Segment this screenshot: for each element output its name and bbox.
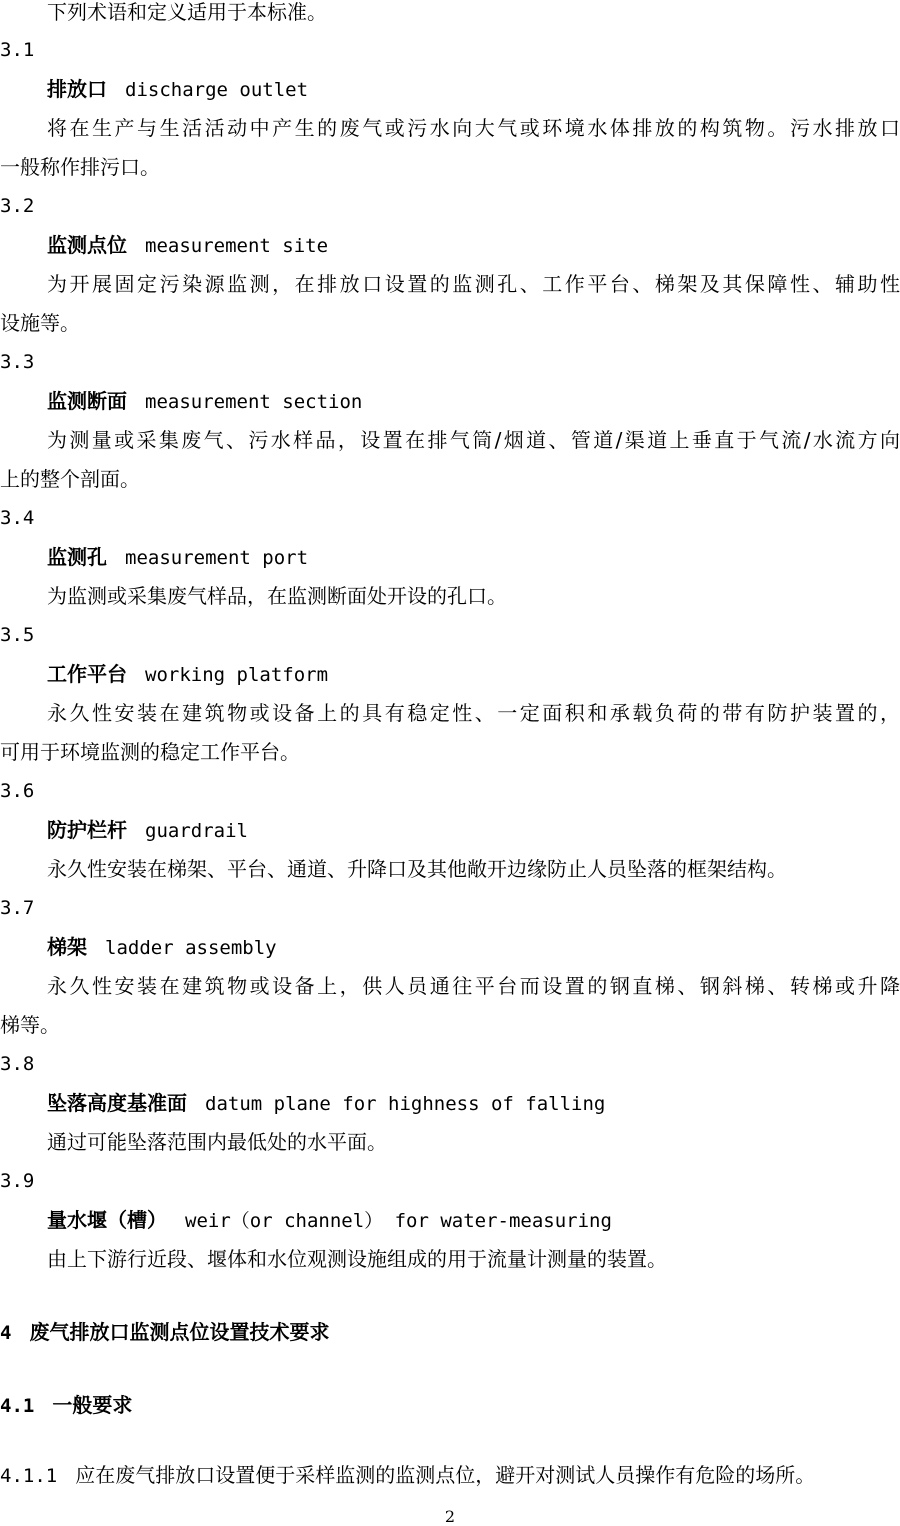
term-en: ladder assembly xyxy=(105,937,277,959)
term-heading xyxy=(47,1089,900,1117)
clause-number: 4.1.1 xyxy=(0,1465,58,1487)
term-definition: 永久性安装在建筑物或设备上，供人员通往平台而设置的钢直梯、钢斜梯、转梯或升降 xyxy=(47,974,900,998)
term-definition: 将在生产与生活活动中产生的废气或污水向大气或环境水体排放的构筑物。污水排放口 xyxy=(47,116,900,140)
term-en: working platform xyxy=(145,664,329,686)
term-zh: 梯架 xyxy=(47,935,87,959)
term-heading xyxy=(47,75,900,103)
section-number: 4 xyxy=(0,1322,12,1344)
term-definition: 永久性安装在建筑物或设备上的具有稳定性、一定面积和承载负荷的带有防护装置的， xyxy=(47,701,900,725)
term-en: measurement section xyxy=(145,391,363,413)
term-number: 3.1 xyxy=(0,39,35,61)
term-definition: 由上下游行近段、堰体和水位观测设施组成的用于流量计测量的装置。 xyxy=(47,1247,667,1271)
term-definition-cont: 设施等。 xyxy=(0,311,80,335)
term-en: guardrail xyxy=(145,820,248,842)
term-en: datum plane for highness of falling xyxy=(205,1093,606,1115)
term-definition: 永久性安装在梯架、平台、通道、升降口及其他敞开边缘防止人员坠落的框架结构。 xyxy=(47,857,787,881)
term-en: weir（or channel） for water-measuring xyxy=(185,1210,612,1232)
term-heading xyxy=(47,387,900,415)
term-heading xyxy=(47,543,900,571)
term-heading xyxy=(47,660,900,688)
term-heading xyxy=(47,933,900,961)
term-number: 3.5 xyxy=(0,624,35,646)
page-number: 2 xyxy=(444,1507,456,1526)
section-title: 废气排放口监测点位设置技术要求 xyxy=(29,1320,330,1344)
term-definition: 为开展固定污染源监测，在排放口设置的监测孔、工作平台、梯架及其保障性、辅助性 xyxy=(47,272,900,296)
term-heading xyxy=(47,1206,900,1234)
intro-text: 下列术语和定义适用于本标准。 xyxy=(47,0,327,24)
term-zh: 监测点位 xyxy=(47,233,127,257)
subsection-title: 一般要求 xyxy=(52,1393,133,1417)
term-definition-cont: 可用于环境监测的稳定工作平台。 xyxy=(0,740,300,764)
subsection-heading xyxy=(0,1391,900,1419)
subsection-number: 4.1 xyxy=(0,1395,35,1417)
term-number: 3.2 xyxy=(0,195,35,217)
term-number: 3.3 xyxy=(0,351,35,373)
term-definition-cont: 一般称作排污口。 xyxy=(0,155,160,179)
term-zh: 工作平台 xyxy=(47,662,127,686)
term-zh: 排放口 xyxy=(47,77,107,101)
term-heading xyxy=(47,816,900,844)
term-definition: 为监测或采集废气样品，在监测断面处开设的孔口。 xyxy=(47,584,507,608)
term-definition: 为测量或采集废气、污水样品，设置在排气筒/烟道、管道/渠道上垂直于气流/水流方向 xyxy=(47,428,900,452)
term-en: discharge outlet xyxy=(125,79,309,101)
term-definition: 通过可能坠落范围内最低处的水平面。 xyxy=(47,1130,387,1154)
term-number: 3.7 xyxy=(0,897,35,919)
term-zh: 防护栏杆 xyxy=(47,818,127,842)
clause-body: 应在废气排放口设置便于采样监测的监测点位，避开对测试人员操作有危险的场所。 xyxy=(75,1463,816,1487)
term-zh: 量水堰（槽） xyxy=(47,1208,167,1232)
term-zh: 坠落高度基准面 xyxy=(47,1091,187,1115)
term-en: measurement site xyxy=(145,235,329,257)
section-heading xyxy=(0,1318,900,1346)
term-definition-cont: 梯等。 xyxy=(0,1013,60,1037)
term-number: 3.6 xyxy=(0,780,35,802)
term-zh: 监测断面 xyxy=(47,389,127,413)
term-number: 3.9 xyxy=(0,1170,35,1192)
clause-text xyxy=(0,1461,900,1489)
term-en: measurement port xyxy=(125,547,309,569)
term-number: 3.4 xyxy=(0,507,35,529)
term-definition-cont: 上的整个剖面。 xyxy=(0,467,140,491)
term-zh: 监测孔 xyxy=(47,545,107,569)
term-number: 3.8 xyxy=(0,1053,35,1075)
term-heading xyxy=(47,231,900,259)
